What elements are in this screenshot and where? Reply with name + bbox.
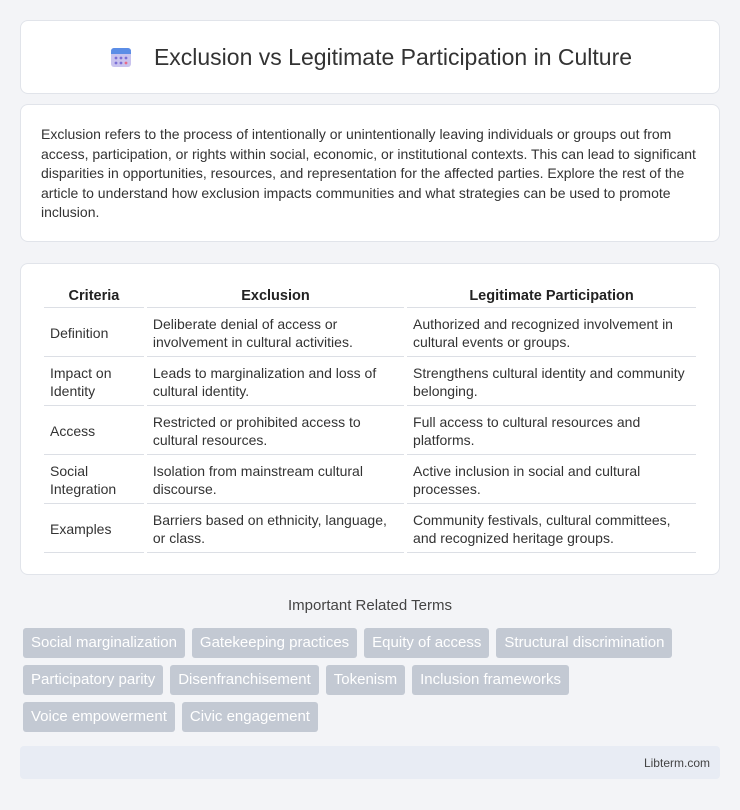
title-card: [20, 20, 720, 94]
related-term-tag[interactable]: Structural discrimination: [496, 628, 672, 658]
table-calendar-icon: [108, 44, 134, 70]
related-term-tag[interactable]: Voice empowerment: [23, 702, 175, 732]
comparison-table-card: [20, 263, 720, 575]
exclusion-cell: Leads to marginalization and loss of cultural identity.: [147, 357, 404, 406]
related-term-tag[interactable]: Social marginalization: [23, 628, 185, 658]
footer-brand-link[interactable]: Libterm.com: [643, 755, 710, 770]
exclusion-cell: Deliberate denial of access or involvement in cultural activities.: [147, 308, 404, 357]
column-header-exclusion: Exclusion: [147, 284, 404, 308]
related-term-tag[interactable]: Disenfranchisement: [170, 665, 319, 695]
comparison-table: [41, 284, 699, 553]
page-title: Exclusion vs Legitimate Participation in Culture: [153, 43, 633, 70]
participation-cell: Active inclusion in social and cultural processes.: [407, 455, 696, 504]
table-header-row: [44, 284, 696, 308]
table-row: [44, 455, 696, 504]
related-term-tag[interactable]: Equity of access: [364, 628, 489, 658]
table-row: [44, 357, 696, 406]
intro-paragraph: Exclusion refers to the process of intentionally or unintentionally leaving individuals or groups out from access, participation, or rights within social, economic, or institutional contexts. This can lead to significant disparities in opportunities, resources, and representation for the affected parties. Explore the rest of the article to understand how exclusion impacts communities and what strategies can be used to promote inclusion.: [41, 126, 696, 220]
exclusion-cell: Restricted or prohibited access to cultural resources.: [147, 406, 404, 455]
related-term-tag[interactable]: Civic engagement: [182, 702, 318, 732]
criteria-cell: Social Integration: [44, 455, 144, 504]
participation-cell: Authorized and recognized involvement in cultural events or groups.: [407, 308, 696, 357]
criteria-cell: Definition: [44, 308, 144, 357]
related-term-tag[interactable]: Inclusion frameworks: [412, 665, 569, 695]
criteria-cell: Access: [44, 406, 144, 455]
intro-card: [20, 104, 720, 242]
related-term-tag[interactable]: Gatekeeping practices: [192, 628, 357, 658]
footer: [20, 746, 720, 779]
participation-cell: Strengthens cultural identity and community belonging.: [407, 357, 696, 406]
exclusion-cell: Isolation from mainstream cultural discourse.: [147, 455, 404, 504]
table-row: [44, 406, 696, 455]
criteria-cell: Impact on Identity: [44, 357, 144, 406]
table-row: [44, 504, 696, 553]
related-terms-list: [23, 628, 723, 732]
table-row: [44, 308, 696, 357]
participation-cell: Full access to cultural resources and platforms.: [407, 406, 696, 455]
related-terms-heading: Important Related Terms: [288, 597, 452, 614]
column-header-legitimate-participation: Legitimate Participation: [407, 284, 696, 308]
related-term-tag[interactable]: Participatory parity: [23, 665, 163, 695]
column-header-criteria: Criteria: [44, 284, 144, 308]
related-term-tag[interactable]: Tokenism: [326, 665, 405, 695]
participation-cell: Community festivals, cultural committees, and recognized heritage groups.: [407, 504, 696, 553]
criteria-cell: Examples: [44, 504, 144, 553]
exclusion-cell: Barriers based on ethnicity, language, or class.: [147, 504, 404, 553]
